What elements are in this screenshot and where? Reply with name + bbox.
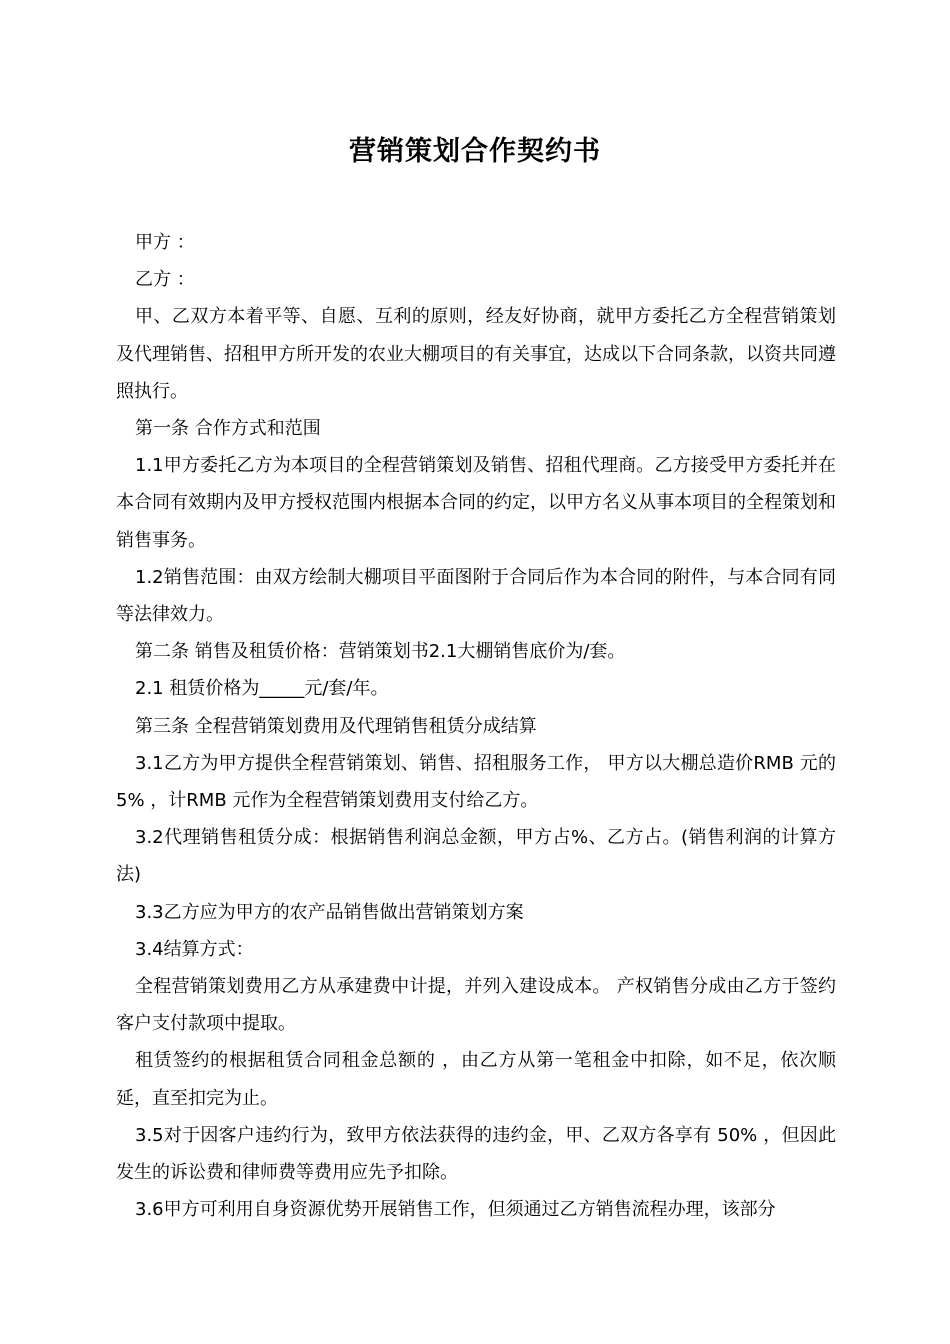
settlement-paragraph-2: 租赁签约的根据租赁合同租金总额的 ，由乙方从第一笔租金中扣除，如不足，依次顺延，直至扣完为止。 xyxy=(116,1050,836,1109)
clause-3-6: 3.6甲方可利用自身资源优势开展销售工作，但须通过乙方销售流程办理，该部分 xyxy=(135,1199,776,1221)
article-3-heading: 第三条 全程营销策划费用及代理销售租赁分成结算 xyxy=(135,715,537,737)
document-title: 营销策划合作契约书 xyxy=(349,136,601,167)
clause-3-1: 3.1乙方为甲方提供全程营销策划、销售、招租服务工作， 甲方以大棚总造价RMB 元的 5% ，计RMB 元作为全程营销策划费用支付给乙方。 xyxy=(116,752,836,812)
clause-3-5: 3.5对于因客户违约行为，致甲方依法获得的违约金，甲、乙双方各享有 50% ，但因此发生的诉讼费和律师费等费用应先予扣除。 xyxy=(116,1124,836,1184)
clause-3-4: 3.4结算方式： xyxy=(135,938,254,960)
settlement-paragraph-1: 全程营销策划费用乙方从承建费中计提，并列入建设成本。 产权销售分成由乙方于签约客户支付款项中提取。 xyxy=(116,976,836,1035)
document-body xyxy=(116,224,836,1228)
article-1-heading: 第一条 合作方式和范围 xyxy=(135,418,321,440)
party-b-line: 乙方 ： xyxy=(135,269,195,291)
article-2-heading: 第二条 销售及租赁价格：营销策划书2.1大棚销售底价为/套。 xyxy=(135,641,626,663)
clause-3-3: 3.3乙方应为甲方的农产品销售做出营销策划方案 xyxy=(135,901,524,923)
clause-1-2: 1.2销售范围：由双方绘制大棚项目平面图附于合同后作为本合同的附件，与本合同有同等法律效力。 xyxy=(116,566,836,626)
clause-2-1: 2.1 租赁价格为_____元/套/年。 xyxy=(135,678,389,700)
party-a-line: 甲方 ： xyxy=(135,232,195,253)
clause-3-2: 3.2代理销售租赁分成：根据销售利润总金额，甲方占%、乙方占。(销售利润的计算方法) xyxy=(116,827,836,886)
clause-1-1: 1.1甲方委托乙方为本项目的全程营销策划及销售、招租代理商。乙方接受甲方委托并在本合同有效期内及甲方授权范围内根据本合同的约定，以甲方名义从事本项目的全程策划和销售事务。 xyxy=(116,455,836,551)
preamble-paragraph: 甲、乙双方本着平等、自愿、互利的原则，经友好协商，就甲方委托乙方全程营销策划及代理销售、招租甲方所开发的农业大棚项目的有关事宜，达成以下合同条款，以资共同遵照执行。 xyxy=(116,306,836,402)
